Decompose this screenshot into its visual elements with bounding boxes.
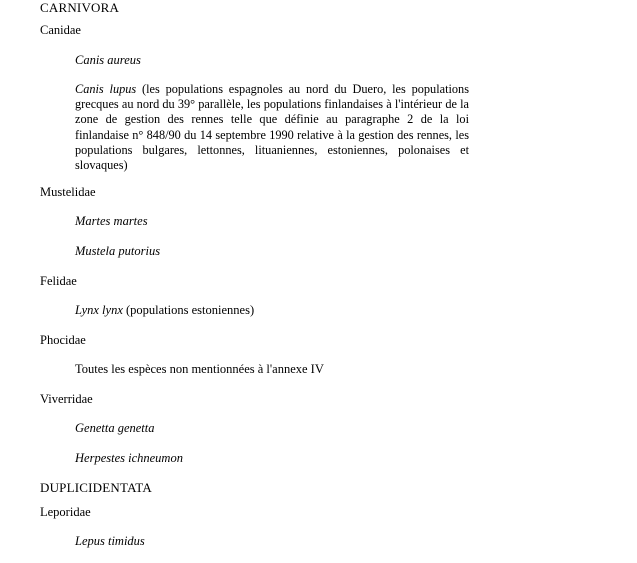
family-heading: Phocidae: [40, 333, 86, 347]
species-note: (populations estoniennes): [126, 303, 255, 317]
family-heading: Leporidae: [40, 505, 91, 519]
family-heading: Felidae: [40, 274, 77, 288]
species-entry: [75, 303, 254, 318]
species-name: Herpestes ichneumon: [75, 451, 183, 465]
species-name: Mustela putorius: [75, 244, 161, 258]
species-name: Lepus timidus: [75, 534, 145, 548]
order-heading: CARNIVORA: [40, 0, 120, 15]
species-name: Canis lupus: [75, 82, 137, 96]
species-note: Toutes les espèces non mentionnées à l'annexe IV: [75, 362, 324, 376]
species-name: Canis aureus: [75, 53, 141, 67]
species-name: Lynx lynx: [75, 303, 123, 317]
species-note: (les populations espagnoles au nord du Duero, les populations grecques au nord du 39° parallèle, les populations finlandaises à l'intérieur de la zone de gestion des rennes telle que définie au paragraphe 2 de la loi finlandaise n° 848/90 du 14 septembre 1990 relative à la gestion des rennes, les populations bulgares, lettonnes, lituaniennes, estoniennes, polonaises et slovaques): [75, 82, 469, 173]
species-name: Genetta genetta: [75, 421, 155, 435]
family-heading: Canidae: [40, 23, 81, 37]
family-heading: Mustelidae: [40, 185, 96, 199]
species-entry: [75, 82, 469, 173]
family-heading: Viverridae: [40, 392, 93, 406]
species-name: Martes martes: [75, 214, 148, 228]
order-heading: DUPLICIDENTATA: [40, 480, 152, 495]
